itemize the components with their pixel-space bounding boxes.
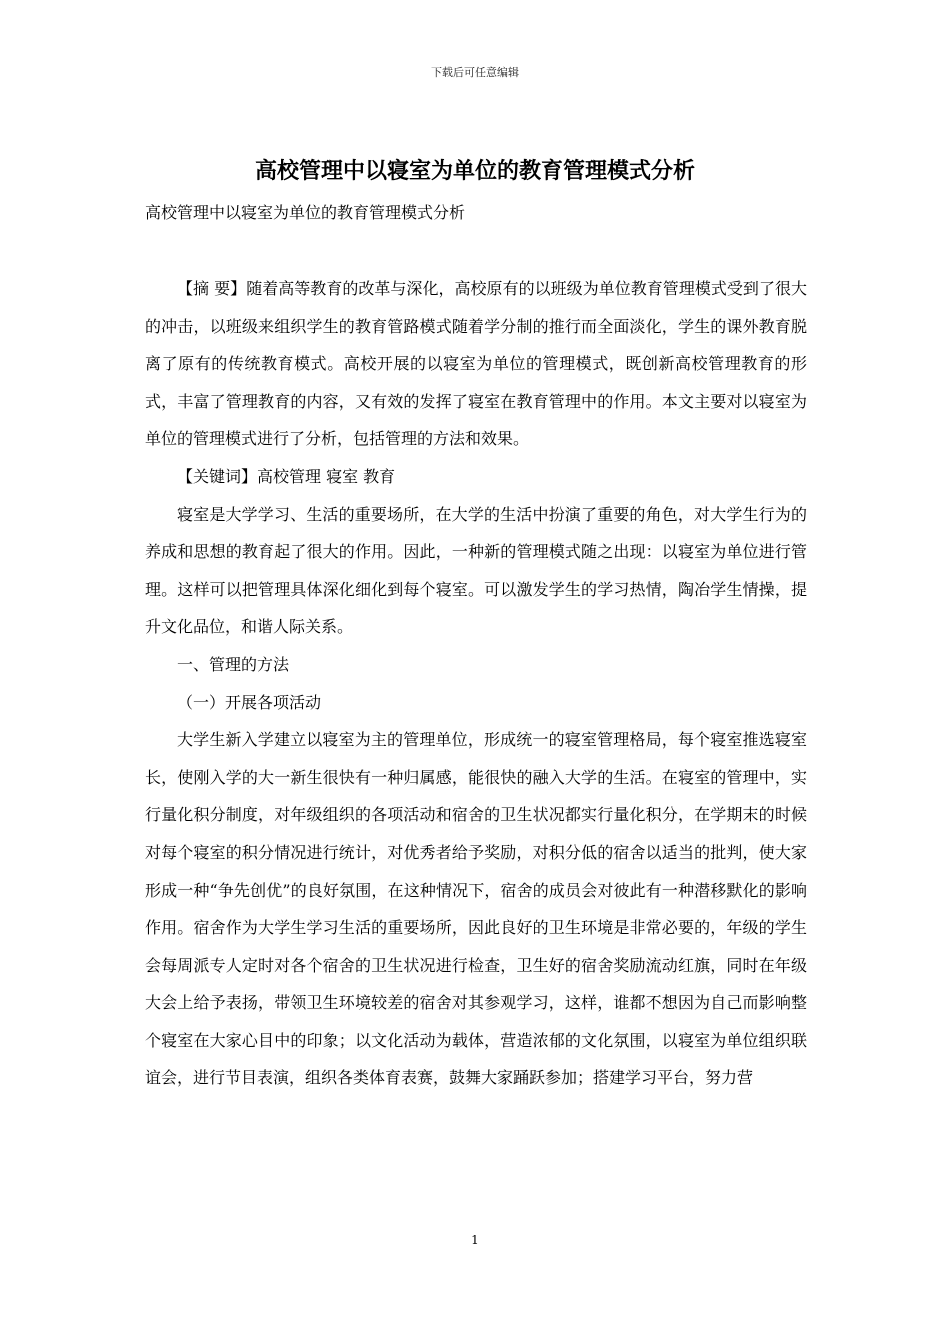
abstract-paragraph: 【摘 要】随着高等教育的改革与深化，高校原有的以班级为单位教育管理模式受到了很大的冲击，以班级来组织学生的教育管路模式随着学分制的推行而全面淡化，学生的课外教育脱离了原有的传统教育模式。高校开展的以寝室为单位的管理模式，既创新高校管理教育的形式，丰富了管理教育的内容，又有效的发挥了寝室在教育管理中的作用。本文主要对以寝室为单位的管理模式进行了分析，包括管理的方法和效果。 <box>145 279 807 449</box>
page-number: 1 <box>471 1233 479 1247</box>
document-body <box>145 270 807 1097</box>
intro-paragraph: 寝室是大学学习、生活的重要场所，在大学的生活中扮演了重要的角色，对大学生行为的养成和思想的教育起了很大的作用。因此，一种新的管理模式随之出现：以寝室为单位进行管理。这样可以把管理具体深化细化到每个寝室。可以激发学生的学习热情，陶冶学生情操，提升文化品位，和谐人际关系。 <box>145 504 807 637</box>
body-paragraph: 大学生新入学建立以寝室为主的管理单位，形成统一的寝室管理格局，每个寝室推选寝室长，使刚入学的大一新生很快有一种归属感，能很快的融入大学的生活。在寝室的管理中，实行量化积分制度，对年级组织的各项活动和宿舍的卫生状况都实行量化积分，在学期末的时候对每个寝室的积分情况进行统计，对优秀者给予奖励，对积分低的宿舍以适当的批判，使大家形成一种“争先创优”的良好氛围，在这种情况下，宿舍的成员会对彼此有一种潜移默化的影响作用。宿舍作为大学生学习生活的重要场所，因此良好的卫生环境是非常必要的，年级的学生会每周派专人定时对各个宿舍的卫生状况进行检查，卫生好的宿舍奖励流动红旗，同时在年级大会上给予表扬，带领卫生环境较差的宿舍对其参观学习，这样，谁都不想因为自己而影响整个寝室在大家心目中的印象；以文化活动为载体，营造浓郁的文化氛围，以寝室为单位组织联谊会，进行节目表演，组织各类体育表赛，鼓舞大家踊跃参加；搭建学习平台，努力营 <box>145 730 807 1088</box>
subsection-heading: （一）开展各项活动 <box>177 692 322 712</box>
keywords-paragraph: 【关键词】高校管理 寝室 教育 <box>177 466 396 486</box>
document-subtitle: 高校管理中以寝室为单位的教育管理模式分析 <box>145 203 466 222</box>
section-heading: 一、管理的方法 <box>177 654 290 674</box>
document-title: 高校管理中以寝室为单位的教育管理模式分析 <box>254 158 695 184</box>
page-header-note: 下载后可任意编辑 <box>431 66 519 79</box>
